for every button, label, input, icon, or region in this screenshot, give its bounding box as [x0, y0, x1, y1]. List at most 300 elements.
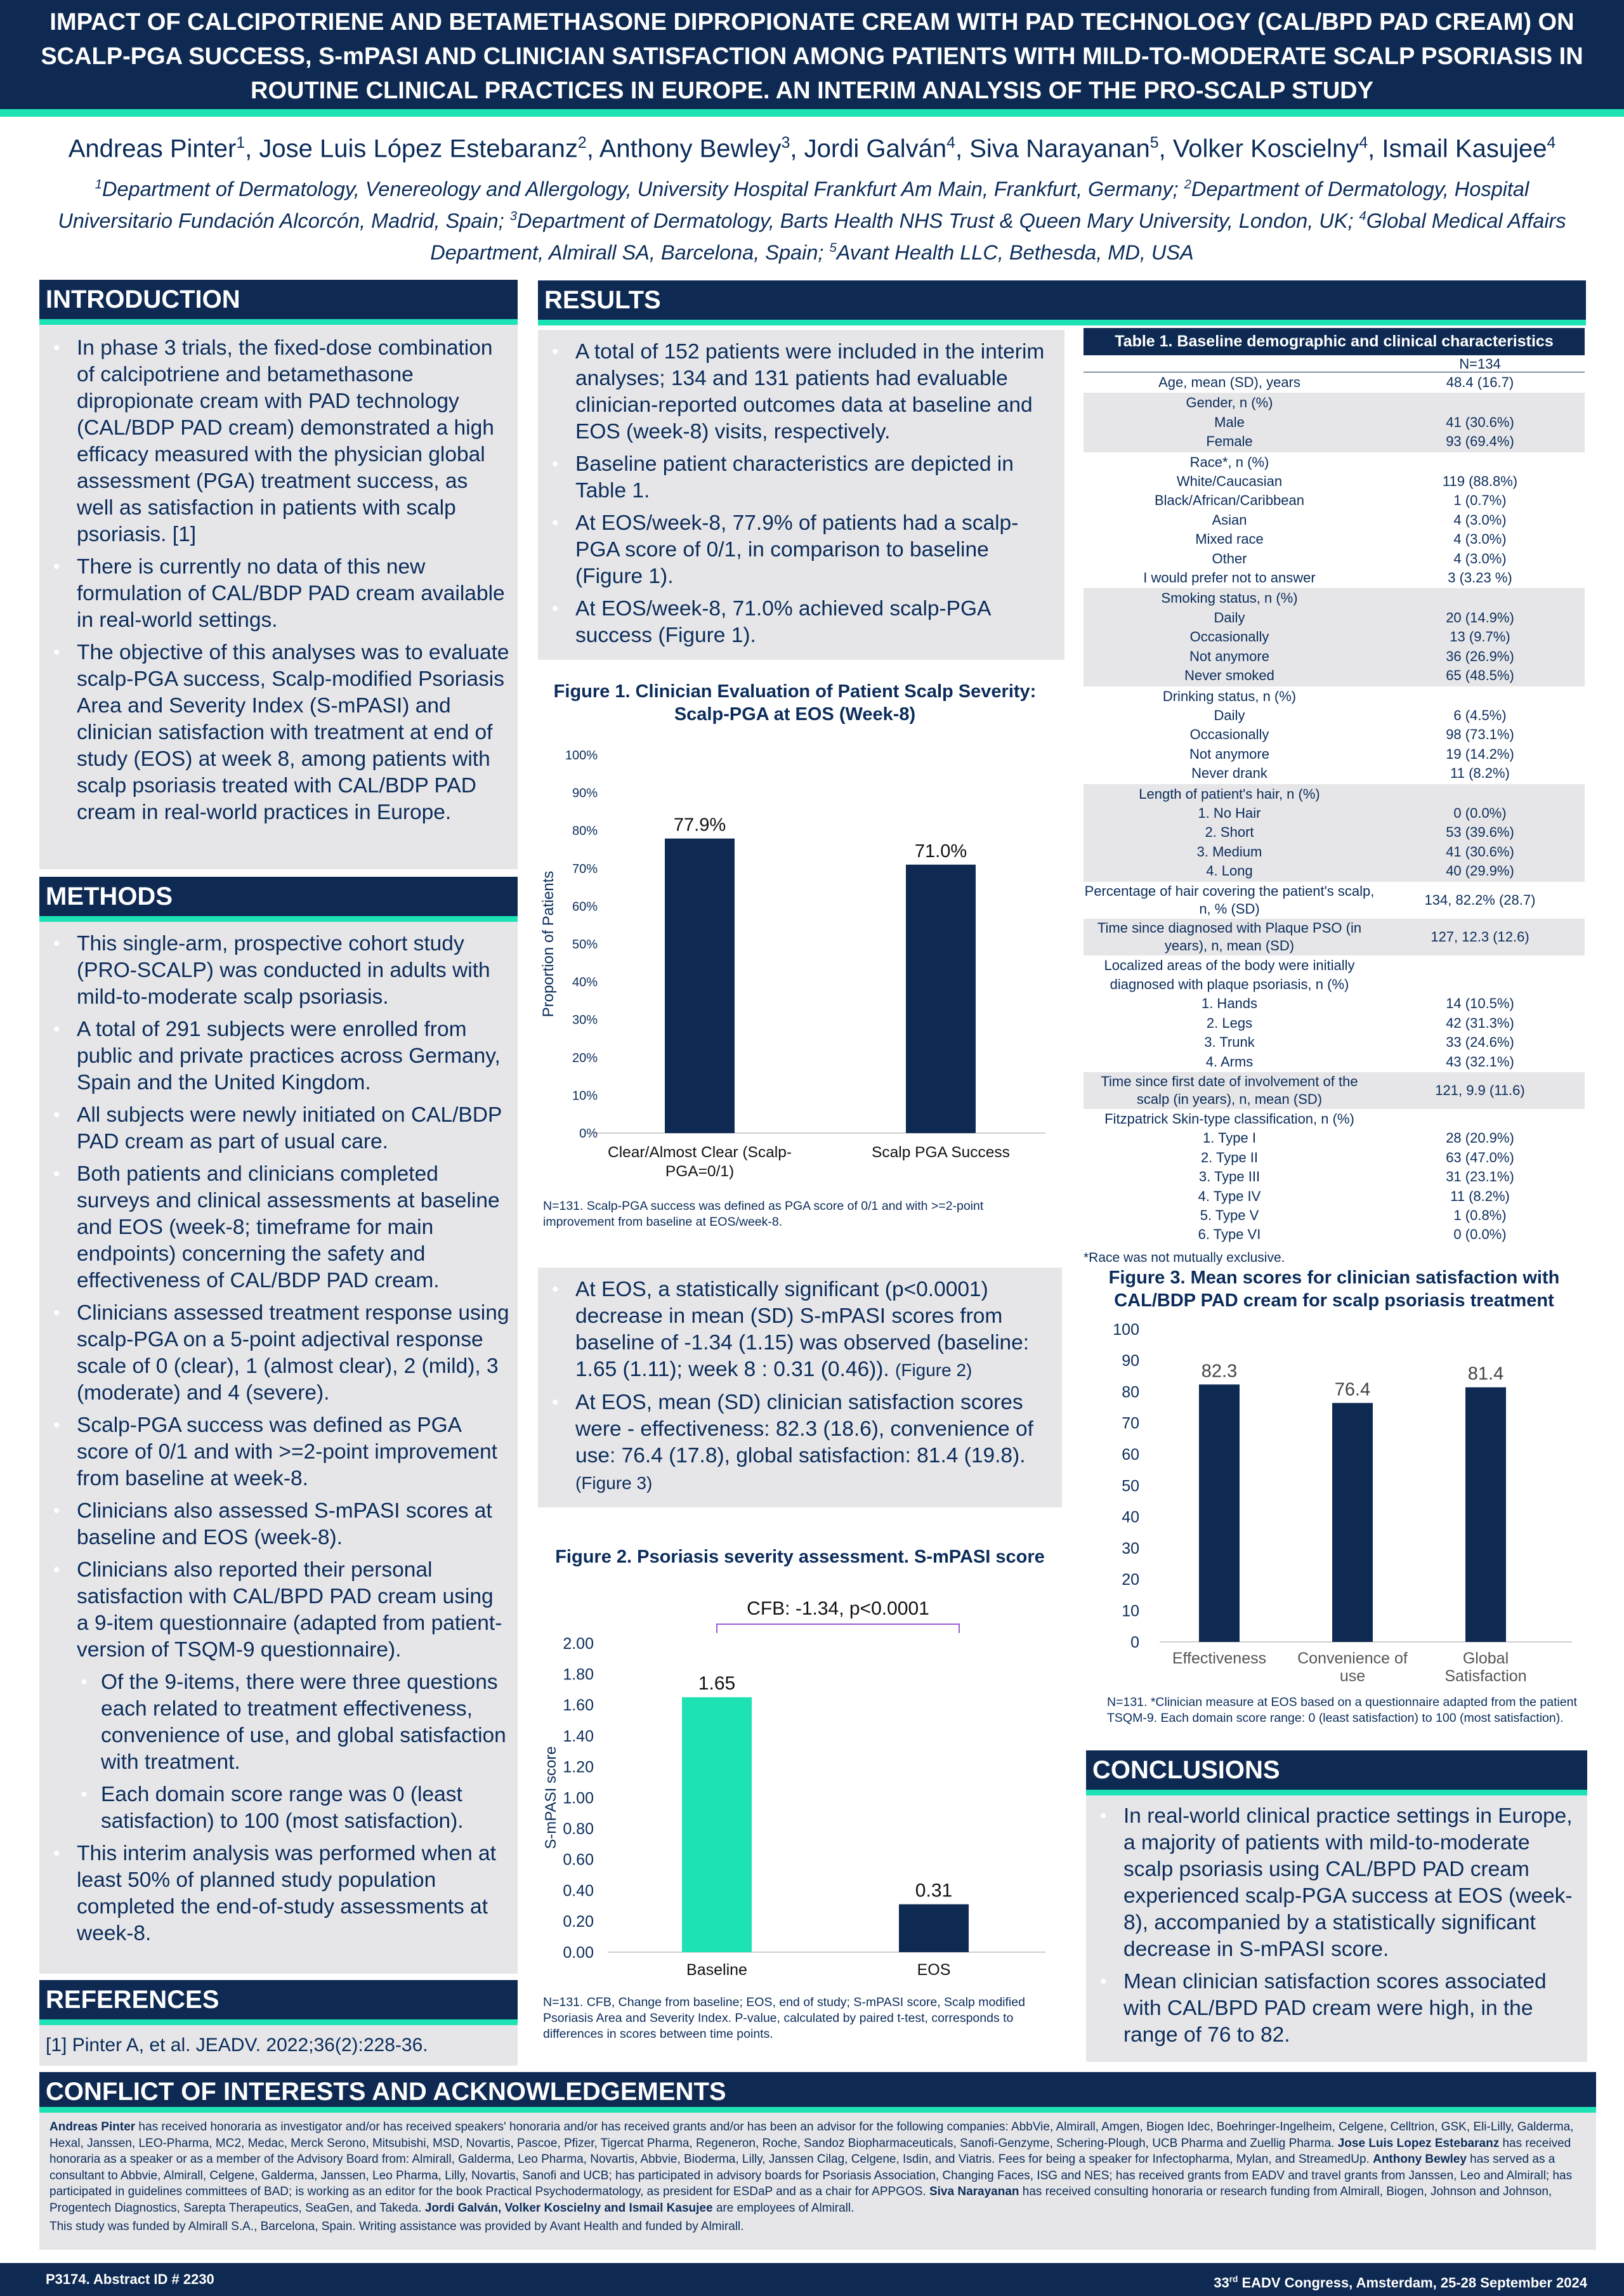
sub-bullet-item: • Each domain score range was 0 (least satisfaction) to 100 (most satisfaction).	[77, 1781, 510, 1835]
table-cell-value: 28 (20.9%)	[1446, 1130, 1514, 1146]
author-affiliation-number: 4	[1547, 134, 1556, 152]
y-tick-label: 0.20	[563, 1913, 594, 1931]
bullet-item: • Clinicians assessed treatment response using scalp-PGA on a 5-point adjectival response scale of 0 (clear), 1 (almost clear), 2 (mild), 3 (moderate) and 4 (severe).	[46, 1300, 510, 1407]
table-row-group	[1084, 919, 1585, 955]
table-cell-label: Occasionally	[1189, 629, 1269, 645]
table-cell-value: 4 (3.0%)	[1453, 531, 1507, 548]
table-cell-label: I would prefer not to answer	[1143, 570, 1316, 586]
author-affiliation-number: 1	[236, 134, 246, 152]
conflict-person-name: Jordi Galván, Volker Koscielny and Ismail Kasujee	[424, 2201, 713, 2215]
table-cell-value	[1375, 785, 1585, 804]
references-stripe	[39, 2019, 518, 2025]
table-cell-value	[1375, 687, 1585, 706]
y-tick-label: 0.00	[563, 1943, 594, 1962]
table-cell-value	[1375, 1110, 1585, 1129]
author-affiliation-number: 4	[946, 134, 955, 152]
bullet-item: • In real-world clinical practice settings in Europe, a majority of patients with mild-to-moderate scalp psoriasis using CAL/BPD PAD cream experienced scalp-PGA success at EOS (week-8), accompanied by a statistically significant decrease in S-mPASI score.	[1092, 1803, 1580, 1963]
table-cell-label: 1. No Hair	[1198, 804, 1261, 821]
bar	[1199, 1384, 1240, 1642]
introduction-panel	[39, 325, 518, 869]
sub-bullet-item: • Of the 9-items, there were three questions each related to treatment effectiveness, convenience of use, and global satisfaction with treatment.	[77, 1669, 510, 1776]
bar-value-label: 82.3	[1201, 1361, 1238, 1382]
y-tick-label: 1.00	[563, 1789, 594, 1807]
affiliation-number: 1	[95, 178, 102, 192]
results-stripe	[538, 320, 1586, 325]
table-row	[1084, 1129, 1585, 1148]
bar	[1332, 1403, 1373, 1642]
bar-value-label: 71.0%	[914, 841, 967, 862]
y-tick-label: 90%	[572, 786, 598, 801]
figure-reference: (Figure 2)	[895, 1360, 972, 1380]
table-cell-value: 43 (32.1%)	[1446, 1053, 1514, 1070]
table-row	[1084, 1167, 1585, 1186]
conflict-statement: has received honoraria as a speaker or as a member of the Advisory Board from: Almirall, Galderma, Leo Pharma, Novartis, Abbvie, Bioderma, Lilly, Janssen Cilag, Celgene, Isdin, and Viatris. Fees for being a speaker for Infectopharma, Mylan, and StreamedUp.	[49, 2136, 1571, 2166]
bullet-text: At EOS, mean (SD) clinician satisfaction scores were - effectiveness: 82.3 (18.6), convenience of use: 76.4 (17.8), global satisfaction: 81.4 (19.8).	[575, 1391, 1033, 1467]
y-tick-label: 60%	[572, 900, 598, 914]
figure2-chart	[538, 1599, 1062, 1979]
table-row-group	[1084, 393, 1585, 452]
figure1-chart	[538, 742, 1052, 1186]
bullet-item: • The objective of this analyses was to evaluate scalp-PGA success, Scalp-modified Psoriasis Area and Severity Index (S-mPASI) and clinician satisfaction with treatment at end of study (EOS) at week 8, among patients with scalp psoriasis treated with CAL/BDP PAD cream in real-world practices in Europe.	[46, 640, 510, 826]
table-row	[1084, 1187, 1585, 1206]
table-row	[1084, 1206, 1585, 1225]
table-cell-label: 3. Medium	[1196, 843, 1262, 860]
table-row-group	[1084, 784, 1585, 882]
table-cell-value: 65 (48.5%)	[1446, 667, 1514, 684]
y-tick-label: 20%	[572, 1051, 598, 1065]
table-row	[1084, 764, 1585, 783]
table-row	[1084, 608, 1585, 627]
table-cell-value: 40 (29.9%)	[1446, 863, 1514, 879]
table-cell-label: Percentage of hair covering the patient's scalp, n, % (SD)	[1084, 882, 1375, 917]
figure3-title: Figure 3. Mean scores for clinician satisfaction with CAL/BDP PAD cream for scalp psoriasis treatment	[1108, 1268, 1560, 1311]
introduction-heading: INTRODUCTION	[39, 280, 518, 319]
congress-info	[1214, 2263, 1587, 2296]
table-row	[1084, 666, 1585, 685]
conflict-person-name: Jose Luis Lopez Estebaranz	[1337, 2136, 1500, 2150]
bar-value-label: 77.9%	[673, 815, 726, 836]
table-cell-label: Mixed race	[1195, 531, 1264, 548]
table-cell-label: Female	[1206, 433, 1253, 450]
methods-heading: METHODS	[39, 877, 518, 916]
x-category-label: Baseline	[686, 1961, 747, 1979]
table-row	[1084, 530, 1585, 549]
table-row	[1084, 373, 1585, 392]
bullet-item: • At EOS/week-8, 71.0% achieved scalp-PGA success (Figure 1).	[544, 596, 1057, 649]
bar	[1465, 1387, 1506, 1642]
figure-reference: (Figure 3)	[575, 1473, 653, 1493]
table-row	[1084, 549, 1585, 568]
table1-n-header	[1084, 355, 1585, 372]
affiliation-number: 2	[1184, 178, 1191, 192]
table-cell-value: 14 (10.5%)	[1446, 995, 1514, 1012]
table-row	[1084, 647, 1585, 666]
y-tick-label: 1.80	[563, 1665, 594, 1684]
table-cell-value: 41 (30.6%)	[1446, 843, 1514, 860]
table-cell-value: 1 (0.8%)	[1453, 1207, 1507, 1224]
footer-bar	[0, 2263, 1624, 2296]
table-cell-label: Daily	[1214, 707, 1245, 723]
affiliation-number: 3	[509, 209, 517, 223]
conflict-statement: has served as a consultant to Abbvie, Almirall, Celgene, Galderma, Janssen, Leo Pharma, Lilly, Novartis, Sanofi and UCB; has participated in advisory boards for Psoriasis Association, Changing Faces, ISG and NES; has received grants from EADV and travel grants from Janssen, Leo and Almirall; has participated in guidelines committees of BAD; is working as an editor for the book Practical Psychodermatology, as president for ESDaP and as a chair for APPGOS.	[49, 2153, 1573, 2198]
table-cell-label: Fitzpatrick Skin-type classification, n (%)	[1104, 1111, 1354, 1127]
table-cell-value: 0 (0.0%)	[1453, 1226, 1507, 1243]
table-row	[1084, 1073, 1585, 1108]
table-cell-value: 1 (0.7%)	[1453, 492, 1507, 509]
table-row	[1084, 627, 1585, 646]
author-affiliation-number: 4	[1359, 134, 1368, 152]
table-row	[1084, 994, 1585, 1013]
bar	[906, 865, 976, 1133]
conclusions-bullets	[1092, 1803, 1580, 2049]
table-row	[1084, 568, 1585, 587]
table-cell-label: 5. Type V	[1200, 1207, 1259, 1224]
table-cell-label: Occasionally	[1189, 726, 1269, 743]
table-cell-label: Male	[1214, 414, 1245, 430]
x-category-label: Global	[1462, 1650, 1509, 1667]
table-row	[1084, 1110, 1585, 1129]
affiliation-text: Global Medical Affairs Department, Almirall SA, Barcelona, Spain;	[430, 209, 1566, 264]
y-tick-label: 30	[1122, 1539, 1139, 1558]
figure1-note: N=131. Scalp-PGA success was defined as PGA score of 0/1 and with >=2-point improvement from baseline at EOS/week-8.	[543, 1199, 984, 1229]
table-cell-value: 93 (69.4%)	[1446, 433, 1514, 450]
conflict-panel	[39, 2113, 1596, 2250]
table-row	[1084, 956, 1585, 995]
conflict-heading: CONFLICT OF INTERESTS AND ACKNOWLEDGEMENTS	[39, 2072, 1596, 2111]
affiliation-text: Avant Health LLC, Bethesda, MD, USA	[836, 240, 1194, 264]
table-cell-label: 4. Long	[1206, 863, 1253, 879]
bullet-item	[544, 1389, 1054, 1497]
results-heading: RESULTS	[538, 280, 1586, 320]
table-cell-value: 20 (14.9%)	[1446, 609, 1514, 626]
table-cell-value: 63 (47.0%)	[1446, 1149, 1514, 1165]
bullet-item: • In phase 3 trials, the fixed-dose combination of calcipotriene and betamethasone dipropionate cream with PAD technology (CAL/BDP PAD cream) demonstrated a high efficacy measured with the physician global assessment (PGA) treatment success, as well as satisfaction in patients with scalp psoriasis. [1]	[46, 335, 510, 548]
title-banner	[0, 0, 1624, 109]
table-row	[1084, 862, 1585, 881]
table-row	[1084, 432, 1585, 451]
affiliation-text: Department of Dermatology, Venereology and Allergology, University Hospital Frankfurt Am Main, Frankfurt, Germany;	[102, 177, 1179, 200]
table-row	[1084, 1014, 1585, 1033]
x-category-label: use	[1339, 1667, 1366, 1685]
table-cell-label: Never smoked	[1184, 667, 1274, 684]
methods-sub-bullets	[77, 1669, 510, 1835]
author-affiliation-number: 2	[577, 134, 587, 152]
author-name: Jordi Galván	[804, 134, 947, 163]
bullet-item-sublist	[46, 1669, 510, 1835]
table-row	[1084, 393, 1585, 412]
table-cell-value: 41 (30.6%)	[1446, 414, 1514, 430]
congress-text: EADV Congress, Amsterdam, 25-28 September 2024	[1238, 2274, 1587, 2291]
table-row	[1084, 472, 1585, 491]
table-cell-value: 48.4 (16.7)	[1446, 374, 1514, 390]
congress-number: 33	[1214, 2274, 1229, 2291]
bar-value-label: 76.4	[1334, 1379, 1371, 1400]
table-row	[1084, 1225, 1585, 1244]
affiliation-list	[44, 171, 1580, 266]
bar-value-label: 1.65	[698, 1673, 736, 1695]
table-cell-value: 127, 12.3 (12.6)	[1431, 928, 1529, 945]
y-tick-label: 80	[1122, 1383, 1139, 1401]
table-row	[1084, 823, 1585, 842]
bullet-item: • A total of 152 patients were included in the interim analyses; 134 and 131 patients had evaluable clinician-reported outcomes data at baseline and EOS (week-8) visits, respectively.	[544, 339, 1057, 445]
x-category-label: EOS	[917, 1961, 951, 1979]
table-row-group	[1084, 588, 1585, 686]
table-row-group	[1084, 686, 1585, 784]
x-category-label: Scalp PGA Success	[872, 1144, 1010, 1161]
bullet-item: • A total of 291 subjects were enrolled from public and private practices across Germany, Spain and the United Kingdom.	[46, 1016, 510, 1096]
results-bullets-top	[544, 339, 1057, 649]
y-tick-label: 10%	[572, 1089, 598, 1103]
x-category-label: Clear/Almost Clear (Scalp-	[608, 1144, 792, 1161]
conclusions-panel	[1086, 1795, 1587, 2062]
y-tick-label: 50	[1122, 1477, 1139, 1495]
table-cell-value: 19 (14.2%)	[1446, 745, 1514, 762]
y-tick-label: 1.20	[563, 1758, 594, 1776]
table-row	[1084, 882, 1585, 918]
table-cell-value: 121, 9.9 (11.6)	[1435, 1082, 1525, 1098]
table-row-group	[1084, 1072, 1585, 1109]
table-cell-label: Smoking status, n (%)	[1161, 590, 1298, 607]
table-row	[1084, 413, 1585, 432]
table-cell-value: 119 (88.8%)	[1442, 473, 1518, 490]
table-cell-label: Asian	[1212, 511, 1247, 528]
x-category-label: Convenience of	[1297, 1650, 1408, 1667]
y-tick-label: 0.80	[563, 1820, 594, 1838]
table-cell-label: 2. Short	[1205, 824, 1254, 841]
abstract-id: P3174. Abstract ID # 2230	[46, 2271, 214, 2287]
table-row	[1084, 1053, 1585, 1072]
y-tick-label: 60	[1122, 1445, 1139, 1464]
figure3-note: N=131. *Clinician measure at EOS based on a questionnaire adapted from the patient TSQM-9. Each domain score range: 0 (least satisfaction) to 100 (most satisfaction).	[1107, 1695, 1577, 1725]
table-row-group	[1084, 372, 1585, 393]
results-bullets-mid	[544, 1276, 1054, 1497]
figure1-title: Figure 1. Clinician Evaluation of Patient Scalp Severity: Scalp-PGA at EOS (Week-8)	[553, 681, 1037, 725]
y-tick-label: 10	[1122, 1602, 1139, 1620]
bullet-item	[544, 1276, 1054, 1384]
conclusions-heading: CONCLUSIONS	[1086, 1750, 1587, 1790]
table-cell-value: 42 (31.3%)	[1446, 1014, 1514, 1031]
table1-title: Table 1. Baseline demographic and clinical characteristics	[1084, 328, 1585, 355]
table-row	[1084, 589, 1585, 608]
significance-bracket	[717, 1624, 959, 1633]
author-name: Jose Luis López Estebaranz	[259, 134, 578, 163]
y-tick-label: 1.60	[563, 1696, 594, 1715]
bar	[665, 839, 735, 1133]
table-cell-label: Daily	[1214, 609, 1245, 626]
affiliation-text: Department of Dermatology, Barts Health NHS Trust & Queen Mary University, London, UK;	[516, 209, 1354, 232]
baseline-table	[1084, 328, 1585, 1267]
table-row-group	[1084, 452, 1585, 589]
author-name: Anthony Bewley	[599, 134, 782, 163]
table-cell-value: 53 (39.6%)	[1446, 824, 1514, 841]
table-cell-value: 13 (9.7%)	[1450, 629, 1510, 645]
table-cell-value: 6 (4.5%)	[1453, 707, 1507, 723]
x-category-label: Satisfaction	[1444, 1667, 1527, 1685]
table-cell-value	[1375, 453, 1585, 472]
y-tick-label: 40	[1122, 1508, 1139, 1526]
table-cell-label: Age, mean (SD), years	[1158, 374, 1300, 390]
table-cell-label: 3. Trunk	[1204, 1034, 1255, 1051]
table-cell-label: Race*, n (%)	[1189, 454, 1269, 470]
table-cell-label: Not anymore	[1189, 648, 1269, 664]
y-tick-label: 40%	[572, 975, 598, 990]
table-row	[1084, 725, 1585, 744]
affiliation-text: Department of Dermatology, Hospital Universitario Fundación Alcorcón, Madrid, Spain;	[58, 177, 1529, 232]
table-row	[1084, 919, 1585, 955]
y-tick-label: 0	[1130, 1633, 1139, 1651]
bullet-item: • This single-arm, prospective cohort study (PRO-SCALP) was conducted in adults with mild-to-moderate scalp psoriasis.	[46, 931, 510, 1011]
x-category-label: Effectiveness	[1172, 1650, 1267, 1667]
table-cell-value	[1375, 589, 1585, 608]
bullet-text: At EOS, a statistically significant (p<0.0001) decrease in mean (SD) S-mPASI scores from baseline of -1.34 (1.15) was observed (baseline: 1.65 (1.11); week 8 : 0.31 (0.46)).	[575, 1278, 1030, 1381]
bullet-item: • Clinicians also assessed S-mPASI scores at baseline and EOS (week-8).	[46, 1498, 510, 1551]
author-name: Volker Koscielny	[1172, 134, 1359, 163]
bullet-item: • Scalp-PGA success was defined as PGA score of 0/1 and with >=2-point improvement from baseline at week-8.	[46, 1412, 510, 1492]
bullet-item: • There is currently no data of this new formulation of CAL/BDP PAD cream available in real-world settings.	[46, 554, 510, 634]
methods-bullets	[46, 931, 510, 1947]
table1-n-value: N=134	[1459, 356, 1501, 372]
table-row	[1084, 511, 1585, 530]
table-cell-value: 134, 82.2% (28.7)	[1424, 891, 1536, 908]
y-tick-label: 90	[1122, 1352, 1139, 1370]
bar	[682, 1697, 752, 1952]
y-tick-label: 70	[1122, 1414, 1139, 1433]
table-row	[1084, 804, 1585, 823]
table-row	[1084, 843, 1585, 862]
table-row	[1084, 687, 1585, 706]
table-cell-label: 2. Legs	[1206, 1014, 1253, 1031]
y-tick-label: 20	[1122, 1571, 1139, 1589]
y-tick-label: 50%	[572, 938, 598, 952]
table-cell-label: 3. Type III	[1198, 1169, 1261, 1185]
introduction-stripe	[39, 319, 518, 325]
table-row	[1084, 453, 1585, 472]
table-cell-label: Other	[1212, 550, 1247, 567]
bullet-item: • Baseline patient characteristics are depicted in Table 1.	[544, 451, 1057, 504]
affiliation-number: 5	[829, 240, 837, 255]
table-cell-value: 11 (8.2%)	[1450, 765, 1510, 782]
introduction-bullets	[46, 335, 510, 826]
table-row	[1084, 745, 1585, 764]
table-cell-label: Time since diagnosed with Plaque PSO (in years), n, mean (SD)	[1097, 919, 1362, 954]
table-cell-label: Not anymore	[1189, 745, 1269, 762]
author-affiliation-number: 5	[1149, 134, 1159, 152]
table-cell-label: 2. Type II	[1200, 1149, 1259, 1165]
reference-item: [1] Pinter A, et al. JEADV. 2022;36(2):228-36.	[46, 2035, 428, 2056]
table-cell-value: 33 (24.6%)	[1446, 1034, 1514, 1051]
table-cell-value	[1375, 393, 1585, 412]
y-tick-label: 1.40	[563, 1727, 594, 1745]
table1-footnote: *Race was not mutually exclusive.	[1084, 1250, 1285, 1265]
table-cell-label: Never drank	[1191, 765, 1267, 782]
congress-ordinal: rd	[1229, 2274, 1238, 2284]
author-affiliation-number: 3	[781, 134, 790, 152]
conflict-stripe	[39, 2107, 1596, 2113]
table-cell-label: 1. Type I	[1203, 1130, 1256, 1146]
table-cell-value: 31 (23.1%)	[1446, 1169, 1514, 1185]
bullet-item: • All subjects were newly initiated on CAL/BDP PAD cream as part of usual care.	[46, 1102, 510, 1155]
table-cell-label: 1. Hands	[1201, 995, 1258, 1012]
y-tick-label: 0.60	[563, 1851, 594, 1869]
table-cell-label: Length of patient's hair, n (%)	[1139, 785, 1320, 802]
table-row-group	[1084, 882, 1585, 919]
conflict-person-name: Anthony Bewley	[1373, 2153, 1467, 2166]
title-accent-stripe	[0, 109, 1624, 117]
figure2-note: N=131. CFB, Change from baseline; EOS, end of study; S-mPASI score, Scalp modified Psoriasis Area and Severity Index. P-value, calculated by paired t-test, corresponds to differences in scores between time points.	[543, 1995, 1025, 2041]
table-cell-label: Localized areas of the body were initially diagnosed with plaque psoriasis, n (%)	[1104, 957, 1355, 992]
table-cell-label: Time since first date of involvement of the scalp (in years), n, mean (SD)	[1101, 1073, 1358, 1107]
poster-title: IMPACT OF CALCIPOTRIENE AND BETAMETHASONE DIPROPIONATE CREAM WITH PAD TECHNOLOGY (CAL/BPD PAD CREAM) ON SCALP-PGA SUCCESS, S-mPASI AND CLINICIAN SATISFACTION AMONG PATIENTS WITH MILD-TO-MODERATE SCALP PSORIASIS IN ROUTINE CLINICAL PRACTICES IN EUROPE. AN INTERIM ANALYSIS OF THE PRO-SCALP STUDY	[41, 9, 1583, 104]
y-tick-label: 70%	[572, 862, 598, 876]
y-tick-label: 100%	[565, 749, 598, 763]
table-cell-label: White/Caucasian	[1176, 473, 1283, 490]
y-tick-label: 2.00	[563, 1634, 594, 1653]
figure2-title: Figure 2. Psoriasis severity assessment. S-mPASI score	[555, 1547, 1045, 1567]
table-cell-value: 4 (3.0%)	[1453, 511, 1507, 528]
funding-text: This study was funded by Almirall S.A., Barcelona, Spain. Writing assistance was provided by Avant Health and funded by Almirall.	[49, 2220, 744, 2233]
conflict-text	[49, 2119, 1586, 2216]
table-cell-label: Black/African/Caribbean	[1154, 492, 1304, 509]
author-list: Andreas Pinter$^1$, Jose Luis López Estebaranz$^2$, Anthony Bewley$^3$, Jordi Galván$^4$, Siva Narayanan$^5$, Volker Koscielny$^4$, Ismail Kasujee$^4$	[68, 134, 1556, 163]
table-row	[1084, 706, 1585, 725]
table-cell-label: 6. Type VI	[1198, 1226, 1261, 1243]
table-cell-label: Gender, n (%)	[1186, 395, 1273, 411]
y-axis-label: Proportion of Patients	[540, 870, 557, 1018]
author-name: Ismail Kasujee	[1382, 134, 1547, 163]
bullet-item: • This interim analysis was performed when at least 50% of planned study population completed the end-of-study assessments at week-8.	[46, 1840, 510, 1947]
references-heading: REFERENCES	[39, 1980, 518, 2019]
table-row	[1084, 491, 1585, 510]
table-cell-value: 4 (3.0%)	[1453, 550, 1507, 567]
y-tick-label: 30%	[572, 1013, 598, 1028]
table-cell-value: 11 (8.2%)	[1450, 1188, 1510, 1204]
x-category-label: PGA=0/1)	[665, 1163, 735, 1180]
bar-value-label: 81.4	[1467, 1363, 1504, 1384]
table-row-group	[1084, 955, 1585, 1072]
bar-value-label: 0.31	[915, 1880, 953, 1901]
table-cell-label: 4. Type IV	[1198, 1188, 1261, 1204]
conflict-statement: has received consulting honoraria or research funding from Almirall, Biogen, Johnson and Johnson, Progentech Diagnostics, Sarepta Therapeutics, SeaGen, and Takeda.	[49, 2185, 1552, 2215]
conflict-person-name: Siva Narayanan	[929, 2185, 1019, 2198]
conflict-person-name: Andreas Pinter	[49, 2120, 136, 2134]
affiliation-number: 4	[1359, 209, 1366, 223]
figure3-chart	[1084, 1313, 1585, 1694]
table-row-group	[1084, 1109, 1585, 1245]
table-cell-label: Drinking status, n (%)	[1162, 688, 1297, 704]
table-cell-value: 36 (26.9%)	[1446, 648, 1514, 664]
methods-stripe	[39, 916, 518, 922]
y-axis-label: S-mPASI score	[542, 1746, 560, 1849]
table-cell-value: 98 (73.1%)	[1446, 726, 1514, 743]
bullet-item: • At EOS/week-8, 77.9% of patients had a scalp-PGA score of 0/1, in comparison to baseline (Figure 1).	[544, 510, 1057, 590]
table-row	[1084, 1148, 1585, 1167]
references-panel	[39, 2025, 518, 2066]
bar	[899, 1905, 969, 1952]
y-tick-label: 100	[1113, 1320, 1139, 1339]
bullet-item: • Mean clinician satisfaction scores associated with CAL/BPD PAD cream were high, in the range of 76 to 82.	[1092, 1969, 1580, 2049]
bullet-item: • Clinicians also reported their personal satisfaction with CAL/BPD PAD cream using a 9-item questionnaire (adapted from patient-version of TSQM-9 questionnaire).	[46, 1557, 510, 1663]
conflict-statement: are employees of Almirall.	[712, 2201, 855, 2215]
author-name: Andreas Pinter	[68, 134, 237, 163]
results-panel-mid	[538, 1268, 1062, 1507]
cfb-annotation: CFB: -1.34, p<0.0001	[747, 1599, 929, 1619]
table-cell-value: 0 (0.0%)	[1453, 804, 1507, 821]
table-cell-value: 3 (3.23 %)	[1448, 570, 1512, 586]
y-tick-label: 0.40	[563, 1882, 594, 1900]
table-cell-value	[1375, 956, 1585, 995]
y-tick-label: 80%	[572, 824, 598, 839]
table-cell-label: 4. Arms	[1205, 1053, 1254, 1070]
